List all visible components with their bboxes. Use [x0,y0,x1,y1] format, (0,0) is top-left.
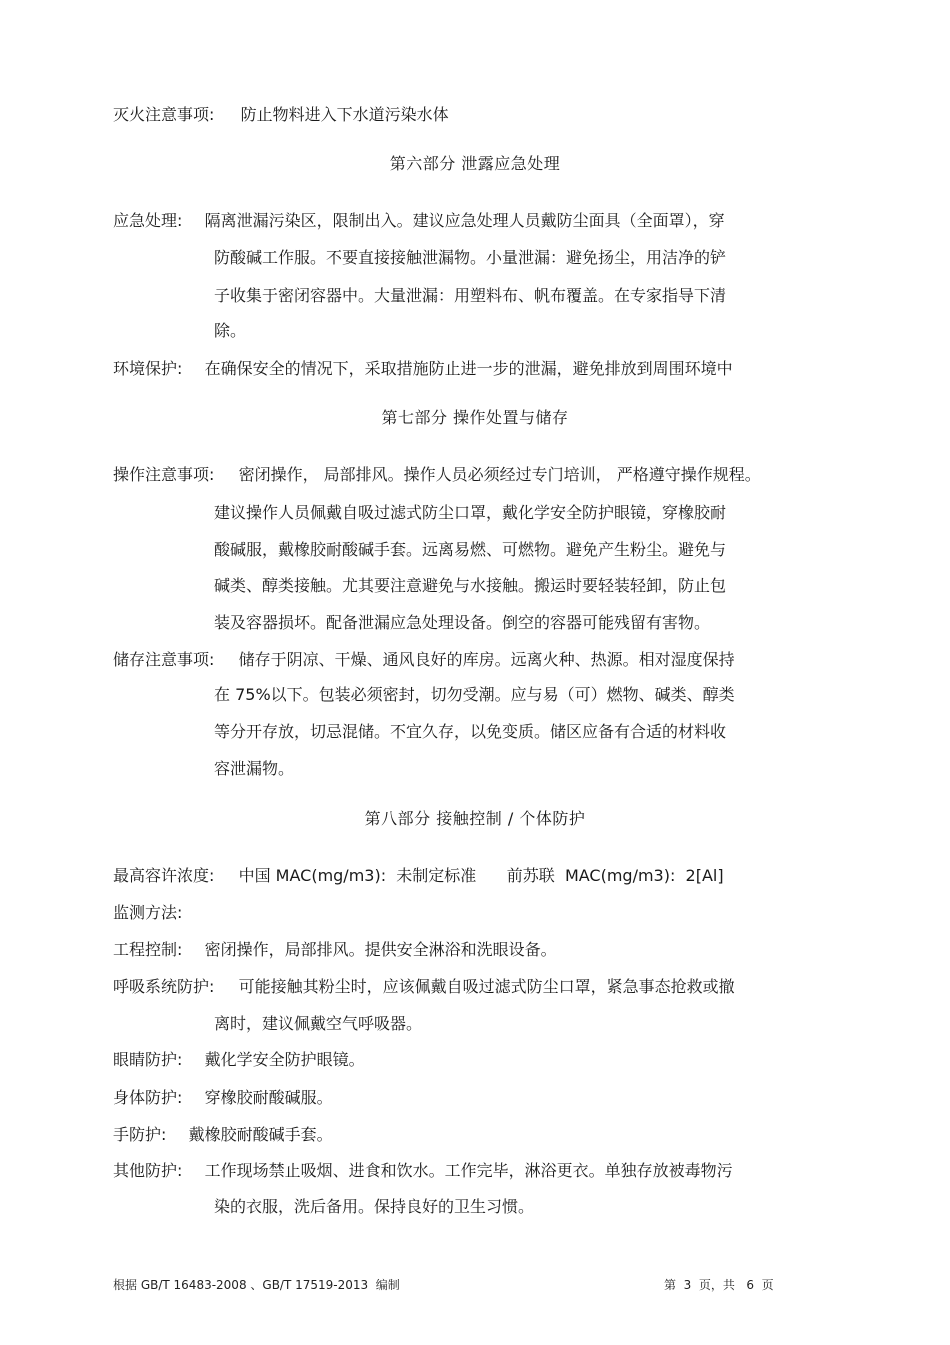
body-text: 穿橡胶耐酸碱服。 [204,1088,333,1107]
emergency-text-2: 防酸碱工作服。不要直接接触泄漏物。小量泄漏：避免扬尘，用洁净的铲 [214,248,727,267]
fire-caution-label: 灭火注意事项: [113,105,215,124]
fire-caution-line [113,105,449,125]
body-line [113,1088,333,1108]
storage-text-2: 在 75%以下。包装必须密封，切勿受潮。应与易（可）燃物、碱类、醇类 [214,685,735,704]
emergency-label: 应急处理: [113,211,183,230]
operation-text-4: 碱类、醇类接触。尤其要注意避免与水接触。搬运时要轻装轻卸，防止包 [214,576,727,595]
operation-text-2: 建议操作人员佩戴自吸过滤式防尘口罩，戴化学安全防护眼镜，穿橡胶耐 [214,503,727,522]
footer-page-number: 第 3 页，共 6 页 [664,1278,774,1292]
section-7-title: 第七部分 操作处置与储存 [381,408,569,427]
engineering-line [113,940,557,960]
respiratory-label: 呼吸系统防护: [113,977,215,996]
other-text-2: 染的衣服，洗后备用。保持良好的卫生习惯。 [214,1197,535,1216]
operation-line-1 [113,465,761,485]
section-6-title: 第六部分 泄露应急处理 [389,154,561,173]
eye-label: 眼睛防护: [113,1050,183,1069]
operation-text-1: 密闭操作， 局部排风。操作人员必须经过专门培训， 严格遵守操作规程。 [238,465,761,484]
storage-label: 储存注意事项: [113,650,215,669]
respiratory-text-1: 可能接触其粉尘时，应该佩戴自吸过滤式防尘口罩，紧急事态抢救或撤 [238,977,735,996]
emergency-text-4: 除。 [214,321,247,340]
operation-label: 操作注意事项: [113,465,215,484]
other-line-1 [113,1161,733,1181]
emergency-text-1: 隔离泄漏污染区，限制出入。建议应急处理人员戴防尘面具（全面罩），穿 [204,211,725,230]
storage-line-1 [113,650,735,670]
operation-text-5: 装及容器损坏。配备泄漏应急处理设备。倒空的容器可能残留有害物。 [214,613,711,632]
footer-standard: 根据 GB/T 16483-2008 、GB/T 17519-2013 编制 [113,1278,400,1292]
emergency-line-1 [113,211,725,231]
mac-label: 最高容许浓度: [113,866,215,885]
engineering-label: 工程控制: [113,940,183,959]
other-text-1: 工作现场禁止吸烟、进食和饮水。工作完毕，淋浴更衣。单独存放被毒物污 [204,1161,733,1180]
mac-text: 中国 MAC(mg/m3): 未制定标准 前苏联 MAC(mg/m3): 2[Al] [238,866,724,885]
hand-line [113,1125,333,1145]
fire-caution-text: 防止物料进入下水道污染水体 [240,105,449,124]
operation-text-3: 酸碱服，戴橡胶耐酸碱手套。远离易燃、可燃物。避免产生粉尘。避免与 [214,540,727,559]
storage-text-3: 等分开存放，切忌混储。不宜久存，以免变质。储区应备有合适的材料收 [214,722,727,741]
hand-label: 手防护: [113,1125,167,1144]
hand-text: 戴橡胶耐酸碱手套。 [188,1125,333,1144]
other-label: 其他防护: [113,1161,183,1180]
eye-text: 戴化学安全防护眼镜。 [204,1050,365,1069]
body-label: 身体防护: [113,1088,183,1107]
environment-text: 在确保安全的情况下，采取措施防止进一步的泄漏，避免排放到周围环境中 [204,359,733,378]
respiratory-line-1 [113,977,735,997]
emergency-text-3: 子收集于密闭容器中。大量泄漏：用塑料布、帆布覆盖。在专家指导下清 [214,286,727,305]
mac-line [113,866,724,886]
monitor-label: 监测方法: [113,903,183,922]
section-8-title: 第八部分 接触控制 / 个体防护 [364,809,586,828]
engineering-text: 密闭操作，局部排风。提供安全淋浴和洗眼设备。 [204,940,557,959]
storage-text-4: 容泄漏物。 [214,759,295,778]
respiratory-text-2: 离时，建议佩戴空气呼吸器。 [214,1014,423,1033]
eye-line [113,1050,365,1070]
environment-label: 环境保护: [113,359,183,378]
environment-line [113,359,733,379]
storage-text-1: 储存于阴凉、干燥、通风良好的库房。远离火种、热源。相对湿度保持 [238,650,735,669]
